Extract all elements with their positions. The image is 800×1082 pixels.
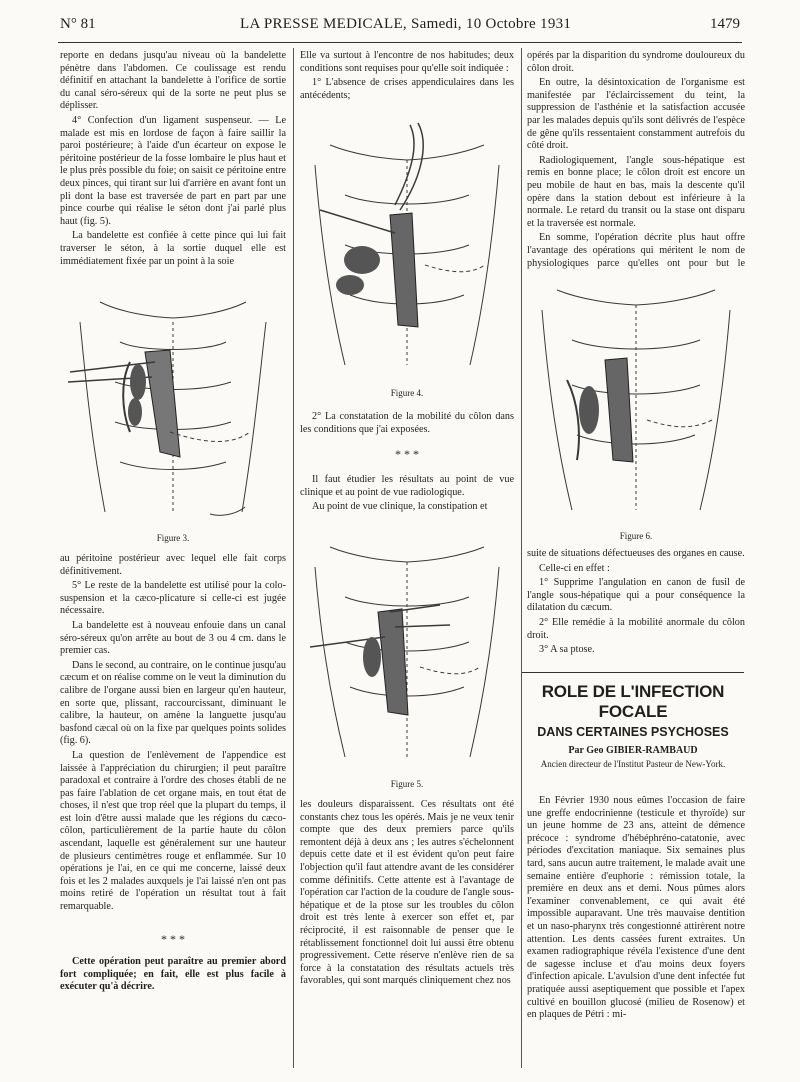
article-rule xyxy=(522,672,744,673)
paragraph: 2° La constatation de la mobilité du côlon dans les conditions que j'ai exposées. xyxy=(300,411,514,435)
figure-4-illustration xyxy=(300,115,514,380)
paragraph: En Février 1930 nous eûmes l'occasion de faire une greffe endocrinienne (testicule et thyroïde) sur un jeune homme de 23 ans, atteint de démence précoce : syndrome d'hébéphréno-catatonie, avec périodes d'excitation maniaque. Six semaines plus tard, sans aucun autre traitement, le malade avait une semaine entière d'euphorie : rémission totale, la première en deux ans et demi. Nous pûmes alors l'examiner convenablement, ce qui avait été impossible auparavant. Une très mauvaise dentition et un naso-pharynx très congestionné attirèrent notre attention. Les dents cassées furent extraites. Un examen radiographique révéla l'existence d'une dent de sagesse incluse et d'au moins deux foyers d'infection apicale. L'avulsion d'une dent infectée fut pratiquée aussi aseptiquement que possible et l'apex cultivé en bouillon glucosé (milieu de Rosenow) et en plaques de Pétri : mi- xyxy=(527,795,745,1021)
paragraph: 5° Le reste de la bandelette est utilisé pour la colo-suspension et la cæco-plicature si celle-ci est jugée nécessaire. xyxy=(60,580,286,617)
column-3-top xyxy=(527,50,745,285)
figure-5-illustration xyxy=(300,527,514,772)
column-divider xyxy=(293,48,294,1068)
paragraph: suite de situations défectueuses des organes en cause. xyxy=(527,548,745,559)
paragraph: Cette opération peut paraître au premier abord fort compliquée; en fait, elle est plus facile à exécuter qu'à décrire. xyxy=(60,956,286,993)
paragraph: La bandelette est confiée à cette pince qui lui fait traverser le séton, à la sortie duquel elle est immédiatement fixée par un point à la soie xyxy=(60,230,286,267)
figure-6-caption: Figure 6. xyxy=(619,531,653,541)
article-heading xyxy=(522,682,744,769)
page-header xyxy=(60,14,740,38)
paragraph: Celle-ci en effet : xyxy=(539,562,610,574)
article-subtitle: DANS CERTAINES PSYCHOSES xyxy=(537,725,729,739)
column-2-mid xyxy=(300,411,514,438)
figure-3-caption: Figure 3. xyxy=(156,533,190,543)
paragraph: Il faut étudier les résultats au point de vue clinique et au point de vue radiologique. xyxy=(300,474,514,498)
article-title: ROLE DE L'INFECTION FOCALE xyxy=(541,682,725,721)
paragraph: 2° Elle remédie à la mobilité anormale du côlon droit. xyxy=(527,616,745,641)
paragraph: La question de l'enlèvement de l'appendice est laissée à l'appréciation du chirurgien; il peut paraître paradoxal et contraire à l'ordre des choses établi de ne pas faire l'ablation de cet organe mais, en tout état de choses, il n'est que trop réel que la plupart du temps, il est loin d'être aussi malade que les régions du cæco-côlon, particulièrement de la partie haute du côlon ascendant, laquelle est généralement sur une hauteur de plusieurs centimètres rouge et enflammée. Sur 10 opérations je l'ai, en ce qui me concerne, laissé deux fois et les 2 malades auxquels je l'ai laissé n'en ont pas moins retiré de l'opération un résultat tout à fait remarquable. xyxy=(60,749,286,913)
column-2-mid2 xyxy=(300,474,514,516)
section-stars: * * * xyxy=(395,447,419,461)
column-1-bottom xyxy=(60,553,286,916)
column-1-end xyxy=(60,956,286,996)
column-2-bottom xyxy=(300,799,514,990)
article-byline: Par Geo GIBIER-RAMBAUD xyxy=(568,745,698,756)
paragraph: reporte en dedans jusqu'au niveau où la bandelette pénètre dans l'abdomen. Ce coulissage est rendu définitif en attachant la bandelette à l'orifice de sortie du canal séro-séreux qui de la sorte ne peut plus se déplisser. xyxy=(60,50,286,112)
issue-number: N° 81 xyxy=(60,16,96,32)
paragraph: au péritoine postérieur avec lequel elle fait corps définitivement. xyxy=(60,553,286,577)
column-1-top xyxy=(60,50,286,270)
figure-6-illustration xyxy=(527,270,745,525)
paragraph: 1° L'absence de crises appendiculaires dans les antécédents; xyxy=(300,77,514,101)
paragraph: les douleurs disparaissent. Ces résultats ont été constants chez tous les opérés. Mais je ne veux tenir compte que des deux premiers parce qu'ils remontent déjà à deux ans ; les autres s'échelonnent depuis cette date et il est évident qu'on peut faire l'objection qu'il faut attendre avant de les considérer comme définitifs. Cette attente est à l'avantage de l'opération car l'action de la coudure de l'angle sous-hépatique et de la ptose sur les troubles du côlon droit est très lente à exercer son effet et, par réciprocité, il est raisonnable de penser que le rétablissement fonctionnel doit lui aussi être obtenu progressivement. Cette réserve n'enlève rien de sa force à la constatation des résultats actuels très favorables, qui sont marqués cliniquement chez nos xyxy=(300,799,514,987)
column-3-mid xyxy=(527,548,745,659)
article-body xyxy=(527,795,745,1024)
paragraph: En outre, la désintoxication de l'organisme est manifestée par l'éclaircissement du teint, la suppression de l'asthénie et la satisfaction accusée par les malades depuis qu'ils sont délivrés de l'espèce de gêne qu'ils ressentaient constamment autrefois du côté droit. xyxy=(527,77,745,152)
paragraph: 1° Supprime l'angulation en canon de fusil de l'angle sous-hépatique qui a pour conséquence la dilatation du cæcum. xyxy=(527,577,745,614)
column-2-top xyxy=(300,50,514,104)
paragraph: En somme, l'opération décrite plus haut offre l'avantage des opérations qui méritent le nom de physiologiques parce qu'elles ont pour but le xyxy=(527,232,745,269)
paragraph: 3° A sa ptose. xyxy=(539,644,595,656)
journal-title: LA PRESSE MEDICALE, Samedi, 10 Octobre 1931 xyxy=(240,16,572,32)
paragraph: 4° Confection d'un ligament suspenseur. — Le malade est mis en lordose de façon à faire saillir la paroi postérieure; à l'aide d'un écarteur on expose le péritoine postérieur de la fosse lombaire le plus haut et le plus près possible du foie; on saisit ce péritoine entre deux pinces, qui tirant sur lui d'arrière en avant font un pli dont la base est traversée de part en part par une pince courbe qui réalise le séton dont j'ai parlé plus haut (fig. 5). xyxy=(60,114,286,227)
paragraph: La bandelette est à nouveau enfouie dans un canal séro-séreux qu'on arrête au bout de 3 ou 4 cm. dans le premier cas. xyxy=(60,619,286,657)
paragraph: Elle va surtout à l'encontre de nos habitudes; deux conditions sont requises pour qu'elle soit indiquée : xyxy=(300,50,514,74)
figure-4-caption: Figure 4. xyxy=(390,388,424,398)
page-number: 1479 xyxy=(710,16,740,32)
article-affiliation: Ancien directeur de l'Institut Pasteur de New-York. xyxy=(540,759,726,769)
header-rule xyxy=(58,42,742,43)
figure-5-caption: Figure 5. xyxy=(390,779,424,789)
paragraph: Dans le second, au contraire, on le continue jusqu'au cæcum et on réalise comme on le veut la diminution du calibre de l'organe aussi bien en largeur qu'en hauteur, en sorte que, plissant, raccourcissant, diminuant le calibre, la hauteur, on amène la languette jusqu'au basfond cæcal où on la fixe par quelques points solides (fig. 6). xyxy=(60,659,287,747)
section-stars: * * * xyxy=(161,932,185,946)
paragraph: Au point de vue clinique, la constipation et xyxy=(312,501,488,513)
figure-3-illustration xyxy=(60,282,286,527)
paragraph: opérés par la disparition du syndrome douloureux du côlon droit. xyxy=(527,50,745,74)
column-divider xyxy=(521,48,522,1068)
paragraph: Radiologiquement, l'angle sous-hépatique est remis en bonne place; le côlon droit est encore un peu mobile de haut en bas, mais la descente qu'il opère dans la station debout est inférieure à la normale. Le retard du transit ou la stase ont disparu et la traversée est normale. xyxy=(527,154,745,229)
